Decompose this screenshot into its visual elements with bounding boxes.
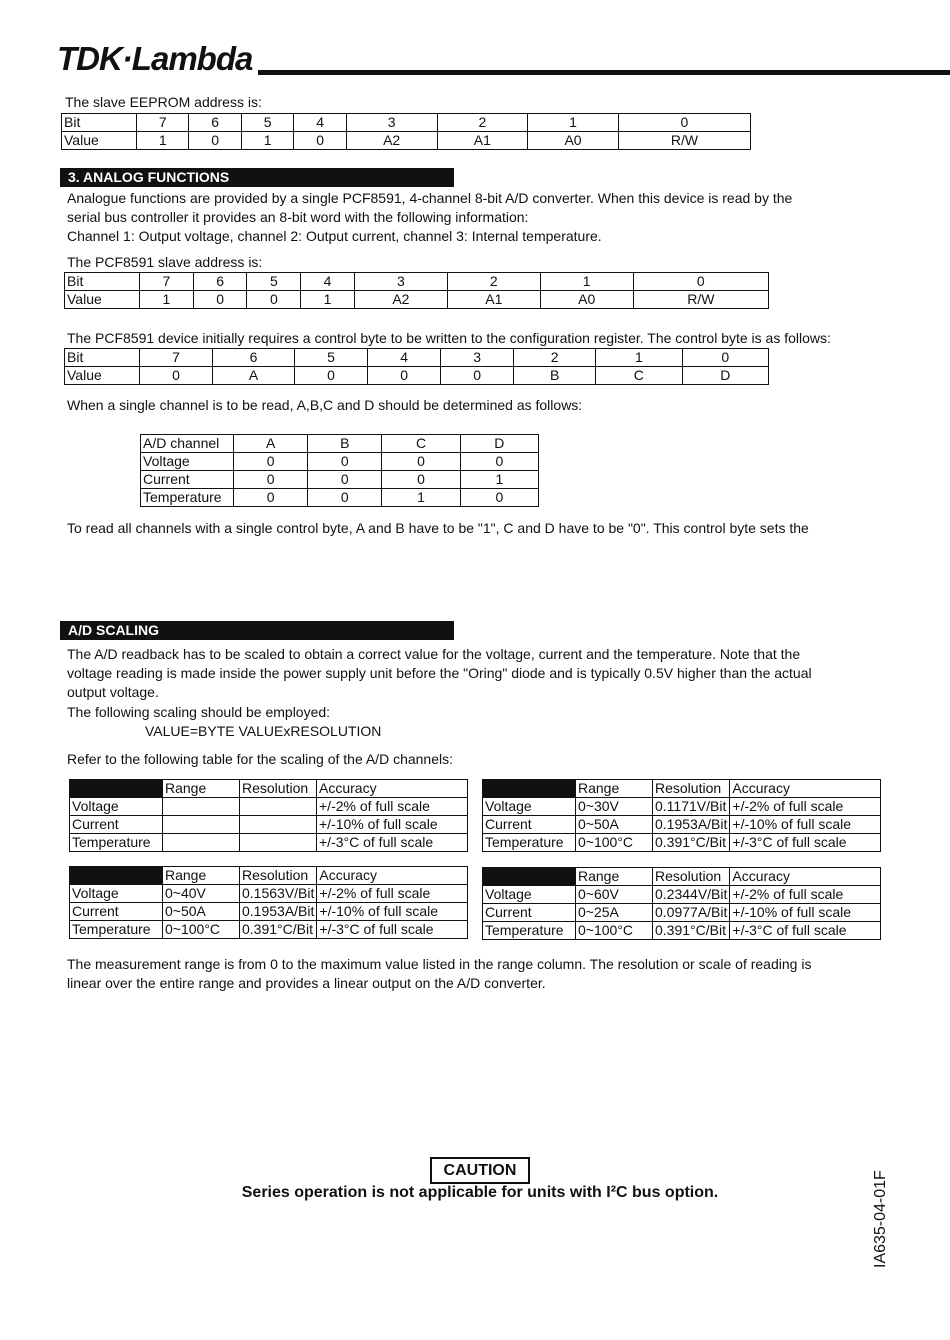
table-cell: 0~40V: [163, 885, 240, 903]
scaling-formula: VALUE=BYTE VALUExRESOLUTION: [145, 723, 382, 739]
table-cell: R/W: [633, 291, 768, 309]
table-cell: 7: [140, 273, 194, 291]
table-cell: Voltage: [70, 798, 163, 816]
table-row: [141, 435, 539, 453]
table-cell: 1: [460, 471, 538, 489]
table-cell: Bit: [65, 349, 140, 367]
table-cell: +/-3°C of full scale: [730, 922, 881, 940]
table-cell: Voltage: [483, 886, 576, 904]
table-cell: 0: [295, 367, 368, 385]
scaling-paragraph-line: The following scaling should be employed:: [67, 704, 331, 720]
table-cell: +/-10% of full scale: [730, 816, 881, 834]
table-cell: 0~100°C: [576, 834, 653, 852]
table-cell: 0: [234, 489, 308, 507]
table-cell: +/-10% of full scale: [317, 903, 468, 921]
table-cell: 0.1953A/Bit: [653, 816, 730, 834]
table-cell: Range: [576, 868, 653, 886]
table-cell: 0.1563V/Bit: [240, 885, 317, 903]
table-cell: 7: [137, 114, 189, 132]
table-cell: [163, 834, 240, 852]
table-cell: Bit: [65, 273, 140, 291]
table-row: [62, 132, 751, 150]
range-note-line: linear over the entire range and provides a linear output on the A/D converter.: [67, 975, 546, 991]
table-row: [483, 798, 881, 816]
table-cell: Bit: [62, 114, 137, 132]
table-cell: +/-2% of full scale: [317, 798, 468, 816]
table-cell: Accuracy: [317, 780, 468, 798]
table-cell: 2: [514, 349, 596, 367]
table-cell: 3: [441, 349, 514, 367]
table-cell: R/W: [618, 132, 750, 150]
table-cell: 0.391°C/Bit: [653, 922, 730, 940]
section-heading-scaling: A/D SCALING: [60, 621, 454, 640]
analog-paragraph-line: serial bus controller it provides an 8-bit word with the following information:: [67, 209, 529, 225]
table-row: [483, 780, 881, 798]
table-cell: B: [514, 367, 596, 385]
table-cell: A1: [437, 132, 528, 150]
table-cell: 0.391°C/Bit: [240, 921, 317, 939]
table-cell: 0: [633, 273, 768, 291]
table-cell: 0: [382, 453, 460, 471]
table-cell: 0~100°C: [163, 921, 240, 939]
table-cell: 0.2344V/Bit: [653, 886, 730, 904]
table-cell: 0~60V: [576, 886, 653, 904]
table-cell: [163, 816, 240, 834]
table-cell: Resolution: [653, 868, 730, 886]
control-byte-intro: The PCF8591 device initially requires a control byte to be written to the configuration register. The control byte is as follows:: [67, 330, 831, 346]
channel-select-table: [140, 434, 539, 507]
table-row: [70, 921, 468, 939]
table-cell: 0: [247, 291, 301, 309]
table-row: [65, 367, 769, 385]
table-cell: 3: [354, 273, 447, 291]
table-cell: 0~30V: [576, 798, 653, 816]
analog-paragraph-line: Channel 1: Output voltage, channel 2: Output current, channel 3: Internal temperature.: [67, 228, 602, 244]
table-cell: 1: [382, 489, 460, 507]
table-cell: 3: [346, 114, 437, 132]
table-cell: Temperature: [70, 834, 163, 852]
table-row: [70, 834, 468, 852]
table-cell: A0: [540, 291, 633, 309]
table-cell: +/-2% of full scale: [730, 886, 881, 904]
table-cell: 6: [193, 273, 247, 291]
table-cell: 5: [247, 273, 301, 291]
table-row: [483, 834, 881, 852]
table-cell: A2: [354, 291, 447, 309]
table-row: [483, 816, 881, 834]
eeprom-address-table: [61, 113, 751, 150]
table-row: [65, 273, 769, 291]
caution-text: Series operation is not applicable for units with I²C bus option.: [241, 1184, 719, 1201]
table-cell: 0.1953A/Bit: [240, 903, 317, 921]
scaling-table: [69, 779, 468, 852]
scaling-paragraph-line: output voltage.: [67, 684, 159, 700]
table-cell: 0: [682, 349, 768, 367]
table-cell: Temperature: [483, 834, 576, 852]
table-cell: 1: [301, 291, 355, 309]
table-cell: C: [382, 435, 460, 453]
table-cell: Value: [65, 367, 140, 385]
table-cell: 2: [437, 114, 528, 132]
pcf-address-table: [64, 272, 769, 309]
table-row: [65, 291, 769, 309]
table-cell: Current: [483, 904, 576, 922]
table-cell: C: [596, 367, 682, 385]
table-cell: [240, 816, 317, 834]
table-cell: Current: [483, 816, 576, 834]
scaling-table: [69, 866, 468, 939]
table-cell: 4: [301, 273, 355, 291]
table-cell: 0: [140, 367, 213, 385]
eeprom-intro: The slave EEPROM address is:: [65, 94, 262, 110]
company-logo: TDK·Lambda: [57, 40, 253, 77]
table-cell: Voltage: [70, 885, 163, 903]
table-cell: Current: [70, 903, 163, 921]
scaling-paragraph-line: voltage reading is made inside the power supply unit before the "Oring" diode and is typically 0.5V higher than the actual: [67, 665, 812, 681]
table-cell: 1: [241, 132, 293, 150]
table-row: [70, 798, 468, 816]
table-cell: 7: [140, 349, 213, 367]
table-cell: 0: [308, 489, 382, 507]
table-cell: A: [213, 367, 295, 385]
table-cell: 0~50A: [163, 903, 240, 921]
table-cell: Resolution: [240, 780, 317, 798]
table-cell: A/D channel: [141, 435, 234, 453]
table-cell: 0.391°C/Bit: [653, 834, 730, 852]
table-row: [141, 489, 539, 507]
table-cell: D: [682, 367, 768, 385]
table-cell: D: [460, 435, 538, 453]
table-row: [70, 780, 468, 798]
table-cell: 0: [460, 489, 538, 507]
table-row: [141, 453, 539, 471]
table-cell: 1: [137, 132, 189, 150]
table-cell: 0: [382, 471, 460, 489]
caution-label: CAUTION: [430, 1157, 530, 1184]
pcf-intro: The PCF8591 slave address is:: [67, 254, 263, 270]
table-cell: Accuracy: [730, 868, 881, 886]
table-cell: +/-2% of full scale: [317, 885, 468, 903]
control-byte-table: [64, 348, 769, 385]
scaling-table: [482, 779, 881, 852]
table-cell: Value: [65, 291, 140, 309]
table-cell: 0: [618, 114, 750, 132]
table-row: [65, 349, 769, 367]
table-cell: Temperature: [483, 922, 576, 940]
table-cell: 0: [308, 453, 382, 471]
table-cell: 5: [295, 349, 368, 367]
table-cell: 1: [540, 273, 633, 291]
scaling-refer: Refer to the following table for the scaling of the A/D channels:: [67, 751, 454, 767]
table-cell: Range: [163, 780, 240, 798]
table-cell: A: [234, 435, 308, 453]
table-cell: [483, 868, 576, 886]
table-cell: 0~100°C: [576, 922, 653, 940]
single-channel-intro: When a single channel is to be read, A,B,C and D should be determined as follows:: [67, 397, 583, 413]
table-cell: 0: [189, 132, 241, 150]
table-cell: [70, 780, 163, 798]
table-row: [141, 471, 539, 489]
table-cell: 0: [234, 453, 308, 471]
table-cell: 4: [368, 349, 441, 367]
table-cell: A0: [528, 132, 619, 150]
table-cell: Current: [70, 816, 163, 834]
table-cell: Current: [141, 471, 234, 489]
table-cell: [163, 798, 240, 816]
table-cell: +/-3°C of full scale: [317, 834, 468, 852]
table-cell: Voltage: [483, 798, 576, 816]
table-cell: [70, 867, 163, 885]
table-cell: 1: [140, 291, 194, 309]
header-rule: [258, 70, 950, 75]
analog-paragraph-line: Analogue functions are provided by a single PCF8591, 4-channel 8-bit A/D converter. When this device is read by the: [67, 190, 793, 206]
table-cell: 0: [234, 471, 308, 489]
table-cell: [240, 798, 317, 816]
table-cell: 1: [596, 349, 682, 367]
table-cell: 0: [294, 132, 346, 150]
table-cell: [483, 780, 576, 798]
table-cell: 0: [308, 471, 382, 489]
table-cell: Temperature: [141, 489, 234, 507]
table-cell: +/-10% of full scale: [317, 816, 468, 834]
table-cell: Value: [62, 132, 137, 150]
table-cell: 2: [447, 273, 540, 291]
table-cell: 0.1171V/Bit: [653, 798, 730, 816]
table-cell: A2: [346, 132, 437, 150]
table-row: [70, 816, 468, 834]
table-cell: 0: [193, 291, 247, 309]
table-cell: Range: [163, 867, 240, 885]
table-cell: Range: [576, 780, 653, 798]
table-cell: +/-10% of full scale: [730, 904, 881, 922]
table-cell: 4: [294, 114, 346, 132]
table-row: [70, 867, 468, 885]
table-cell: Resolution: [653, 780, 730, 798]
table-cell: Accuracy: [317, 867, 468, 885]
table-cell: Temperature: [70, 921, 163, 939]
table-cell: 0.0977A/Bit: [653, 904, 730, 922]
table-cell: 6: [189, 114, 241, 132]
table-cell: 0~25A: [576, 904, 653, 922]
table-cell: B: [308, 435, 382, 453]
table-cell: Voltage: [141, 453, 234, 471]
table-cell: 6: [213, 349, 295, 367]
table-row: [70, 903, 468, 921]
all-channels-note: To read all channels with a single control byte, A and B have to be "1", C and D have to be "0". This control byte sets the: [67, 520, 809, 536]
table-row: [483, 868, 881, 886]
table-row: [483, 904, 881, 922]
scaling-paragraph-line: The A/D readback has to be scaled to obtain a correct value for the voltage, current and the temperature. Note that the: [67, 646, 801, 662]
section-heading-analog: 3. ANALOG FUNCTIONS: [60, 168, 454, 187]
table-cell: 0: [368, 367, 441, 385]
table-row: [483, 886, 881, 904]
range-note-line: The measurement range is from 0 to the maximum value listed in the range column. The resolution or scale of reading is: [67, 956, 812, 972]
doc-id-wrapper: [872, 1170, 889, 1269]
table-cell: [240, 834, 317, 852]
table-row: [483, 922, 881, 940]
document-id: IA635-04-01F: [872, 1170, 889, 1268]
table-cell: +/-2% of full scale: [730, 798, 881, 816]
table-cell: +/-3°C of full scale: [730, 834, 881, 852]
table-cell: A1: [447, 291, 540, 309]
table-cell: +/-3°C of full scale: [317, 921, 468, 939]
table-cell: 0: [441, 367, 514, 385]
table-cell: 5: [241, 114, 293, 132]
table-cell: 0: [460, 453, 538, 471]
table-cell: 0~50A: [576, 816, 653, 834]
table-row: [62, 114, 751, 132]
table-cell: Resolution: [240, 867, 317, 885]
scaling-table: [482, 867, 881, 940]
table-cell: Accuracy: [730, 780, 881, 798]
table-cell: 1: [528, 114, 619, 132]
table-row: [70, 885, 468, 903]
